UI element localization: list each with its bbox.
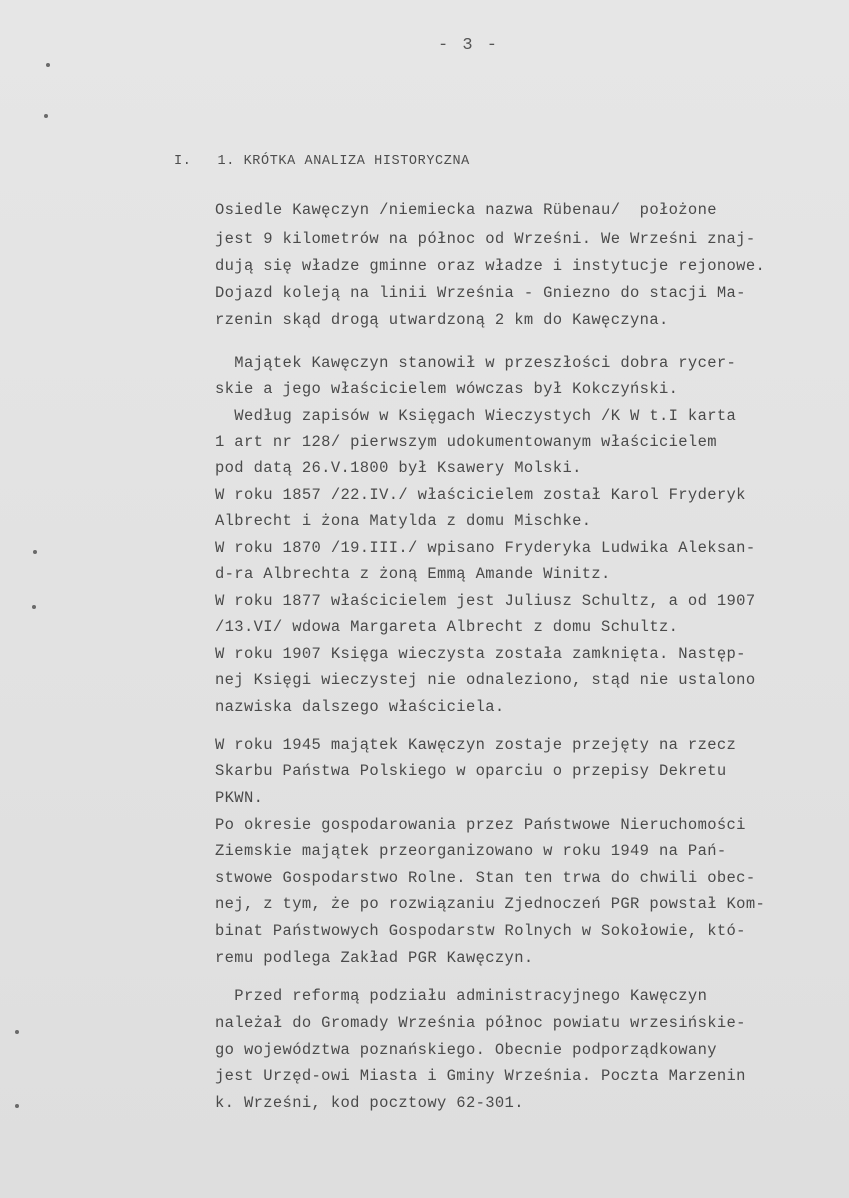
text-line: należał do Gromady Września północ powiatu wrzesińskie-: [215, 1014, 746, 1032]
text-line: W roku 1945 majątek Kawęczyn zostaje przejęty na rzecz: [215, 736, 737, 754]
margin-mark: [44, 114, 48, 118]
text-line: d-ra Albrechta z żoną Emmą Amande Winitz.: [215, 565, 611, 583]
text-line: k. Wrześni, kod pocztowy 62-301.: [215, 1094, 524, 1112]
text-line: W roku 1870 /19.III./ wpisano Fryderyka Ludwika Aleksan-: [215, 539, 756, 557]
text-line: Skarbu Państwa Polskiego w oparciu o przepisy Dekretu: [215, 762, 727, 780]
text-line: Według zapisów w Księgach Wieczystych /K W t.I karta: [215, 407, 737, 425]
margin-mark: [33, 550, 37, 554]
text-line: jest 9 kilometrów na północ od Wrześni. We Wrześni znaj-: [215, 230, 756, 248]
text-line: PKWN.: [215, 789, 264, 807]
margin-mark: [15, 1030, 19, 1034]
margin-mark: [32, 605, 36, 609]
margin-mark: [15, 1104, 19, 1108]
text-line: skie a jego właścicielem wówczas był Kokczyński.: [215, 380, 679, 398]
text-line: Albrecht i żona Matylda z domu Mischke.: [215, 512, 592, 530]
text-line: W roku 1877 właścicielem jest Juliusz Schultz, a od 1907: [215, 592, 756, 610]
text-line: stwowe Gospodarstwo Rolne. Stan ten trwa do chwili obec-: [215, 869, 756, 887]
text-line: 1 art nr 128/ pierwszym udokumentowanym właścicielem: [215, 433, 717, 451]
section-heading: I. 1. KRÓTKA ANALIZA HISTORYCZNA: [174, 154, 470, 169]
page-number: - 3 -: [438, 36, 500, 55]
text-line: rzenin skąd drogą utwardzoną 2 km do Kawęczyna.: [215, 311, 669, 329]
text-line: W roku 1907 Księga wieczysta została zamknięta. Następ-: [215, 645, 746, 663]
text-line: W roku 1857 /22.IV./ właścicielem został Karol Fryderyk: [215, 486, 746, 504]
text-line: nej Księgi wieczystej nie odnaleziono, stąd nie ustalono: [215, 671, 756, 689]
text-line: pod datą 26.V.1800 był Ksawery Molski.: [215, 459, 582, 477]
text-line: /13.VI/ wdowa Margareta Albrecht z domu Schultz.: [215, 618, 679, 636]
text-line: go województwa poznańskiego. Obecnie podporządkowany: [215, 1041, 717, 1059]
text-line: jest Urzęd-owi Miasta i Gminy Września. Poczta Marzenin: [215, 1067, 746, 1085]
text-line: Ziemskie majątek przeorganizowano w roku 1949 na Pań-: [215, 842, 727, 860]
text-line: remu podlega Zakład PGR Kawęczyn.: [215, 949, 534, 967]
text-line: dują się władze gminne oraz władze i instytucje rejonowe.: [215, 257, 766, 275]
text-line: Osiedle Kawęczyn /niemiecka nazwa Rübenau/ położone: [215, 201, 717, 219]
text-line: Dojazd koleją na linii Września - Gniezno do stacji Ma-: [215, 284, 746, 302]
text-line: Majątek Kawęczyn stanowił w przeszłości dobra rycer-: [215, 354, 737, 372]
text-line: Po okresie gospodarowania przez Państwowe Nieruchomości: [215, 816, 746, 834]
text-line: binat Państwowych Gospodarstw Rolnych w Sokołowie, któ-: [215, 922, 746, 940]
text-line: nej, z tym, że po rozwiązaniu Zjednoczeń PGR powstał Kom-: [215, 895, 766, 913]
text-line: nazwiska dalszego właściciela.: [215, 698, 505, 716]
margin-mark: [46, 63, 50, 67]
text-line: Przed reformą podziału administracyjnego Kawęczyn: [215, 987, 708, 1005]
